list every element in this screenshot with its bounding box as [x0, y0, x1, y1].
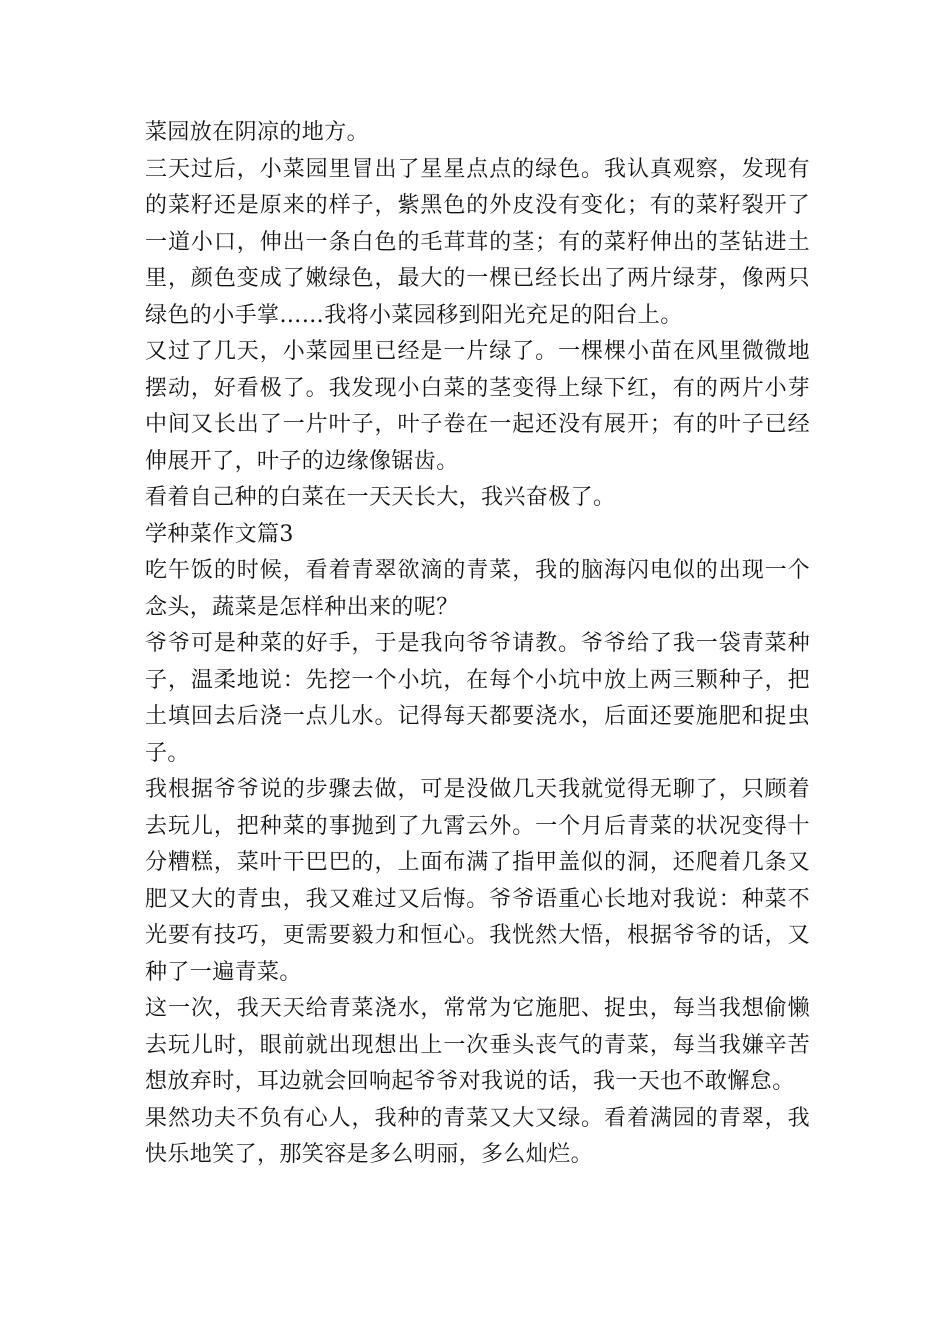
paragraph: 又过了几天，小菜园里已经是一片绿了。一棵棵小苗在风里微微地摆动，好看极了。我发现小白菜的茎变得上绿下红，有的两片小芽中间又长出了一片叶子，叶子卷在一起还没有展开；有的叶子已经伸展开了，叶子的边缘像锯齿。: [145, 339, 810, 474]
paragraph: 吃午饭的时候，看着青翠欲滴的青菜，我的脑海闪电似的出现一个念头，蔬菜是怎样种出来的呢？: [145, 558, 810, 620]
section-title: 学种菜作文篇3: [145, 521, 294, 547]
paragraph: 这一次，我天天给青菜浇水，常常为它施肥、捉虫，每当我想偷懒去玩儿时，眼前就出现想出上一次垂头丧气的青菜，每当我嫌辛苦想放弃时，耳边就会回响起爷爷对我说的话，我一天也不敢懈怠。: [145, 996, 810, 1094]
paragraph: 三天过后，小菜园里冒出了星星点点的绿色。我认真观察，发现有的菜籽还是原来的样子，紫黑色的外皮没有变化；有的菜籽裂开了一道小口，伸出一条白色的毛茸茸的茎；有的菜籽伸出的茎钻进土里，颜色变成了嫩绿色，最大的一棵已经长出了两片绿芽，像两只绿色的小手掌……我将小菜园移到阳光充足的阳台上。: [145, 156, 810, 328]
paragraph: 爷爷可是种菜的好手，于是我向爷爷请教。爷爷给了我一袋青菜种子，温柔地说：先挖一个小坑，在每个小坑中放上两三颗种子，把土填回去后浇一点儿水。记得每天都要浇水，后面还要施肥和捉虫子。: [145, 631, 810, 766]
paragraph: 我根据爷爷说的步骤去做，可是没做几天我就觉得无聊了，只顾着去玩儿，把种菜的事抛到了九霄云外。一个月后青菜的状况变得十分糟糕，菜叶干巴巴的，上面布满了指甲盖似的洞，还爬着几条又肥又大的青虫，我又难过又后悔。爷爷语重心长地对我说：种菜不光要有技巧，更需要毅力和恒心。我恍然大悟，根据爷爷的话，又种了一遍青菜。: [145, 777, 810, 985]
document-body: [145, 115, 810, 1174]
paragraph: 看着自己种的白菜在一天天长大，我兴奋极了。: [145, 485, 616, 510]
paragraph: 果然功夫不负有心人，我种的青菜又大又绿。看着满园的青翠，我快乐地笑了，那笑容是多么明丽，多么灿烂。: [145, 1105, 810, 1167]
paragraph: 菜园放在阴凉的地方。: [145, 120, 370, 145]
